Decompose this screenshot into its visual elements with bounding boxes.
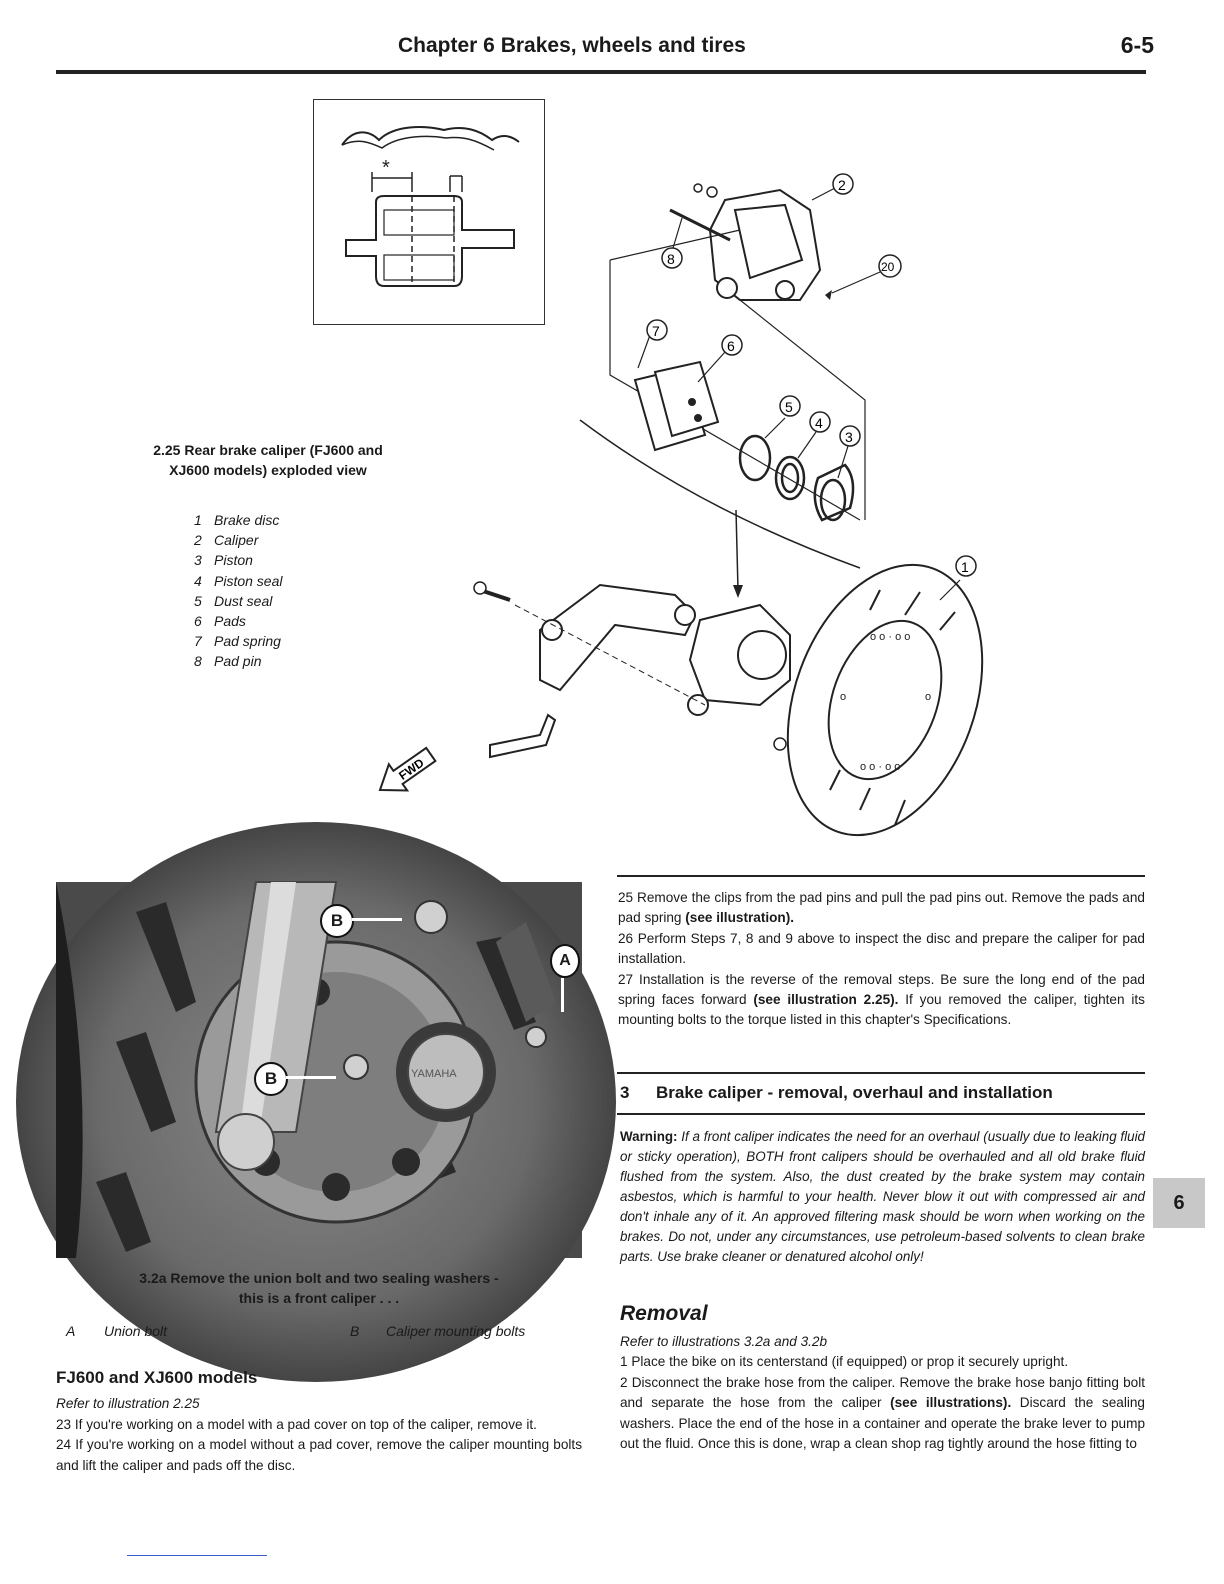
front-caliper-photo-art bbox=[56, 882, 582, 1258]
marker-b-lower: B bbox=[254, 1062, 288, 1096]
right-column-lower bbox=[620, 1332, 1145, 1454]
figure-32a-caption-line2: this is a front caliper . . . bbox=[238, 1290, 400, 1306]
marker-b-lower-arrow bbox=[286, 1076, 336, 1079]
callout-6: 6 bbox=[727, 338, 735, 354]
callout-20: 20 bbox=[881, 260, 895, 274]
callout-7: 7 bbox=[652, 323, 660, 339]
right-column-upper bbox=[618, 888, 1145, 1031]
callout-5: 5 bbox=[785, 399, 793, 415]
legend-item: 4 Piston seal bbox=[194, 572, 283, 589]
figure-32a-caption-line1: 3.2a Remove the union bolt and two sealing washers - bbox=[139, 1270, 499, 1286]
legend-item: 6 Pads bbox=[194, 613, 246, 630]
section-heading-fj600: FJ600 and XJ600 models bbox=[56, 1368, 258, 1387]
marker-b-upper-arrow bbox=[352, 918, 402, 921]
legend-item: 1 Brake disc bbox=[194, 512, 280, 528]
legend-a-label: Union bolt bbox=[104, 1323, 168, 1339]
bottom-line bbox=[127, 1555, 267, 1556]
inset-asterisk: * bbox=[382, 157, 390, 179]
paragraph-25: 25 Remove the clips from the pad pins and pull the pad pins out. Remove the pads and pad spring (see illustration). bbox=[618, 890, 1145, 926]
paragraph-2: 2 Disconnect the brake hose from the caliper. Remove the brake hose banjo fitting bolt and separate the hose from the caliper (see illustrations). Discard the sealing washers. Place the end of the hose in a container and operate the brake lever to pump out the fluid. Once this is done, wrap a clean shop rag tightly around the hose fitting to bbox=[620, 1374, 1145, 1452]
paragraph-27: 27 Installation is the reverse of the removal steps. Be sure the long end of the pad spring faces forward (see illustration 2.25). If you removed the caliper, tighten its mounting bolts to the torque listed in this chapter's Specifications. bbox=[618, 971, 1145, 1028]
section-3-title: Brake caliper - removal, overhaul and installation bbox=[656, 1083, 1053, 1102]
legend-b-label: Caliper mounting bolts bbox=[386, 1323, 526, 1339]
section3-rule-bottom bbox=[617, 1113, 1145, 1115]
figure-225-legend bbox=[180, 510, 282, 672]
right-top-rule bbox=[617, 875, 1145, 877]
chapter-title: Chapter 6 Brakes, wheels and tires bbox=[398, 34, 746, 57]
fwd-label: FWD bbox=[396, 755, 427, 783]
paragraph-24: 24 If you're working on a model without a pad cover, remove the caliper mounting bolts and lift the caliper and pads off the disc. bbox=[56, 1437, 582, 1473]
marker-b-upper: B bbox=[320, 904, 354, 938]
left-column bbox=[56, 1368, 582, 1476]
caliper-exploded-drawing bbox=[396, 160, 1000, 860]
page-number: 6-5 bbox=[1120, 32, 1154, 58]
paragraph-1: 1 Place the bike on its centerstand (if equipped) or prop it securely upright. bbox=[620, 1354, 1069, 1370]
section3-rule-top bbox=[617, 1072, 1145, 1074]
warning-label: Warning: bbox=[620, 1129, 678, 1144]
removal-heading: Removal bbox=[620, 1302, 708, 1325]
section-3-number: 3 bbox=[620, 1083, 630, 1102]
legend-item: 7 Pad spring bbox=[194, 633, 281, 650]
marker-a: A bbox=[550, 944, 580, 978]
warning-block bbox=[620, 1127, 1145, 1267]
header-rule bbox=[56, 70, 1146, 74]
svg-text:o: o bbox=[925, 691, 932, 703]
figure-225-caption-line1: 2.25 Rear brake caliper (FJ600 and bbox=[153, 442, 383, 458]
callout-3: 3 bbox=[845, 429, 853, 445]
svg-text:o o · o o: o o · o o bbox=[870, 631, 911, 643]
figure-225-caption-line2: XJ600 models) exploded view bbox=[169, 462, 367, 478]
front-caliper-photo bbox=[56, 882, 582, 1258]
svg-text:o: o bbox=[840, 691, 847, 703]
callout-2: 2 bbox=[838, 177, 846, 193]
warning-text: If a front caliper indicates the need for an overhaul (usually due to leaking fluid or sticky operation), BOTH front calipers should be overhauled and all old brake fluid flushed from the system. Also, the dust created by the brake system may contain asbestos, which is harmful to your health. Never blow it out with compressed air and don't inhale any of it. An approved filtering mask should be worn when working on the brakes. Do not, under any circumstances, use petroleum-based solvents to clean brake parts. Use brake cleaner or denatured alcohol only! bbox=[620, 1129, 1145, 1264]
legend-item: 5 Dust seal bbox=[194, 592, 273, 609]
legend-item: 8 Pad pin bbox=[194, 653, 262, 670]
removal-ref: Refer to illustrations 3.2a and 3.2b bbox=[620, 1334, 828, 1349]
legend-a-key: A bbox=[66, 1323, 76, 1339]
hub-label: YAMAHA bbox=[411, 1068, 457, 1080]
legend-b-key: B bbox=[350, 1323, 360, 1339]
marker-a-arrow bbox=[561, 978, 564, 1012]
paragraph-26: 26 Perform Steps 7, 8 and 9 above to inspect the disc and prepare the caliper for pad installation. bbox=[618, 930, 1145, 967]
ref-225: Refer to illustration 2.25 bbox=[56, 1396, 200, 1412]
figure-32a-caption bbox=[56, 1268, 582, 1308]
legend-a bbox=[66, 1323, 167, 1339]
legend-item: 2 Caliper bbox=[194, 532, 259, 549]
figure-225-caption bbox=[108, 440, 428, 480]
svg-text:o o · o o: o o · o o bbox=[860, 761, 901, 773]
legend-item: 3 Piston bbox=[194, 552, 253, 569]
callout-4: 4 bbox=[815, 415, 823, 431]
chapter-tab: 6 bbox=[1153, 1178, 1205, 1228]
legend-b bbox=[350, 1323, 525, 1339]
section-3-heading bbox=[620, 1083, 1053, 1103]
callout-1: 1 bbox=[961, 559, 969, 575]
paragraph-23: 23 If you're working on a model with a pad cover on top of the caliper, remove it. bbox=[56, 1416, 537, 1432]
callout-8: 8 bbox=[667, 251, 675, 267]
